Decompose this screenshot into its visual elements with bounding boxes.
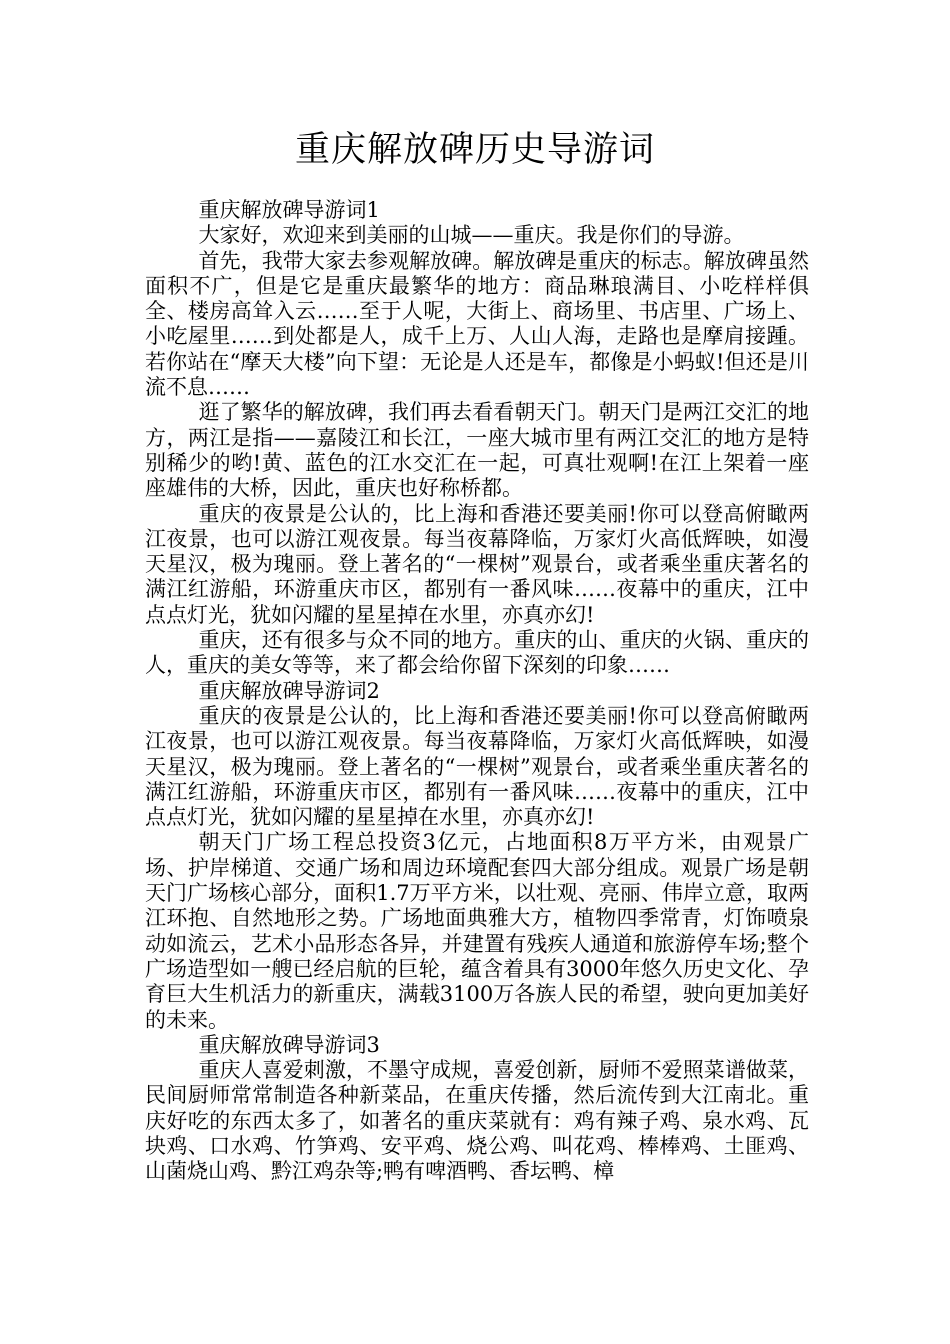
paragraph: 重庆的夜景是公认的，比上海和香港还要美丽!你可以登高俯瞰两江夜景，也可以游江观夜景。每当夜幕降临，万家灯火高低辉映，如漫天星汉，极为瑰丽。登上著名的“一棵树”观景台，或者乘坐重庆著名的满江红游船，环游重庆市区，都别有一番风味……夜幕中的重庆，江中点点灯光，犹如闪耀的星星掉在水里，亦真亦幻! (145, 703, 809, 830)
paragraph: 重庆的夜景是公认的，比上海和香港还要美丽!你可以登高俯瞰两江夜景，也可以游江观夜景。每当夜幕降临，万家灯火高低辉映，如漫天星汉，极为瑰丽。登上著名的“一棵树”观景台，或者乘坐重庆著名的满江红游船，环游重庆市区，都别有一番风味……夜幕中的重庆，江中点点灯光，犹如闪耀的星星掉在水里，亦真亦幻! (145, 501, 809, 627)
paragraph: 朝天门广场工程总投资3亿元，占地面积8万平方米，由观景广场、护岸梯道、交通广场和周边环境配套四大部分组成。观景广场是朝天门广场核心部分，面积1.7万平方米，以壮观、亮丽、伟岸立意，取两江环抱、自然地形之势。广场地面典雅大方，植物四季常青，灯饰喷泉动如流云，艺术小品形态各异，并建置有残疾人通道和旅游停车场;整个广场造型如一艘已经启航的巨轮，蕴含着具有3000年悠久历史文化、孕育巨大生机活力的新重庆，满载3100万各族人民的希望，驶向更加美好的未来。 (145, 830, 809, 1032)
page-title: 重庆解放碑历史导游词 (294, 130, 655, 170)
paragraph: 逛了繁华的解放碑，我们再去看看朝天门。朝天门是两江交汇的地方，两江是指——嘉陵江和长江，一座大城市里有两江交汇的地方是特别稀少的哟!黄、蓝色的江水交汇在一起，可真壮观啊!在江上架着一座座雄伟的大桥，因此，重庆也好称桥都。 (145, 400, 809, 501)
section-heading-1: 重庆解放碑导游词1 (198, 198, 380, 222)
section-heading-3: 重庆解放碑导游词3 (198, 1032, 380, 1057)
paragraph: 大家好，欢迎来到美丽的山城——重庆。我是你们的导游。 (198, 223, 745, 248)
paragraph: 首先，我带大家去参观解放碑。解放碑是重庆的标志。解放碑虽然面积不广，但是它是重庆最繁华的地方：商品琳琅满目、小吃样样俱全、楼房高耸入云……至于人呢，大街上、商场里、书店里、广场上、小吃屋里……到处都是人，成千上万、人山人海，走路也是摩肩接踵。若你站在“摩天大楼”向下望：无论是人还是车，都像是小蚂蚁!但还是川流不息…… (145, 248, 809, 400)
paragraph: 重庆，还有很多与众不同的地方。重庆的山、重庆的火锅、重庆的人，重庆的美女等等，来了都会给你留下深刻的印象…… (145, 628, 809, 678)
paragraph: 重庆人喜爱刺激，不墨守成规，喜爱创新，厨师不爱照菜谱做菜，民间厨师常常制造各种新菜品，在重庆传播，然后流传到大江南北。重庆好吃的东西太多了，如著名的重庆菜就有：鸡有辣子鸡、泉水鸡、瓦块鸡、口水鸡、竹笋鸡、安平鸡、烧公鸡、叫花鸡、棒棒鸡、土匪鸡、山菌烧山鸡、黔江鸡杂等;鸭有啤酒鸭、香坛鸭、樟 (145, 1058, 809, 1184)
document-body (145, 198, 809, 1185)
section-heading-2: 重庆解放碑导游词2 (198, 678, 380, 703)
